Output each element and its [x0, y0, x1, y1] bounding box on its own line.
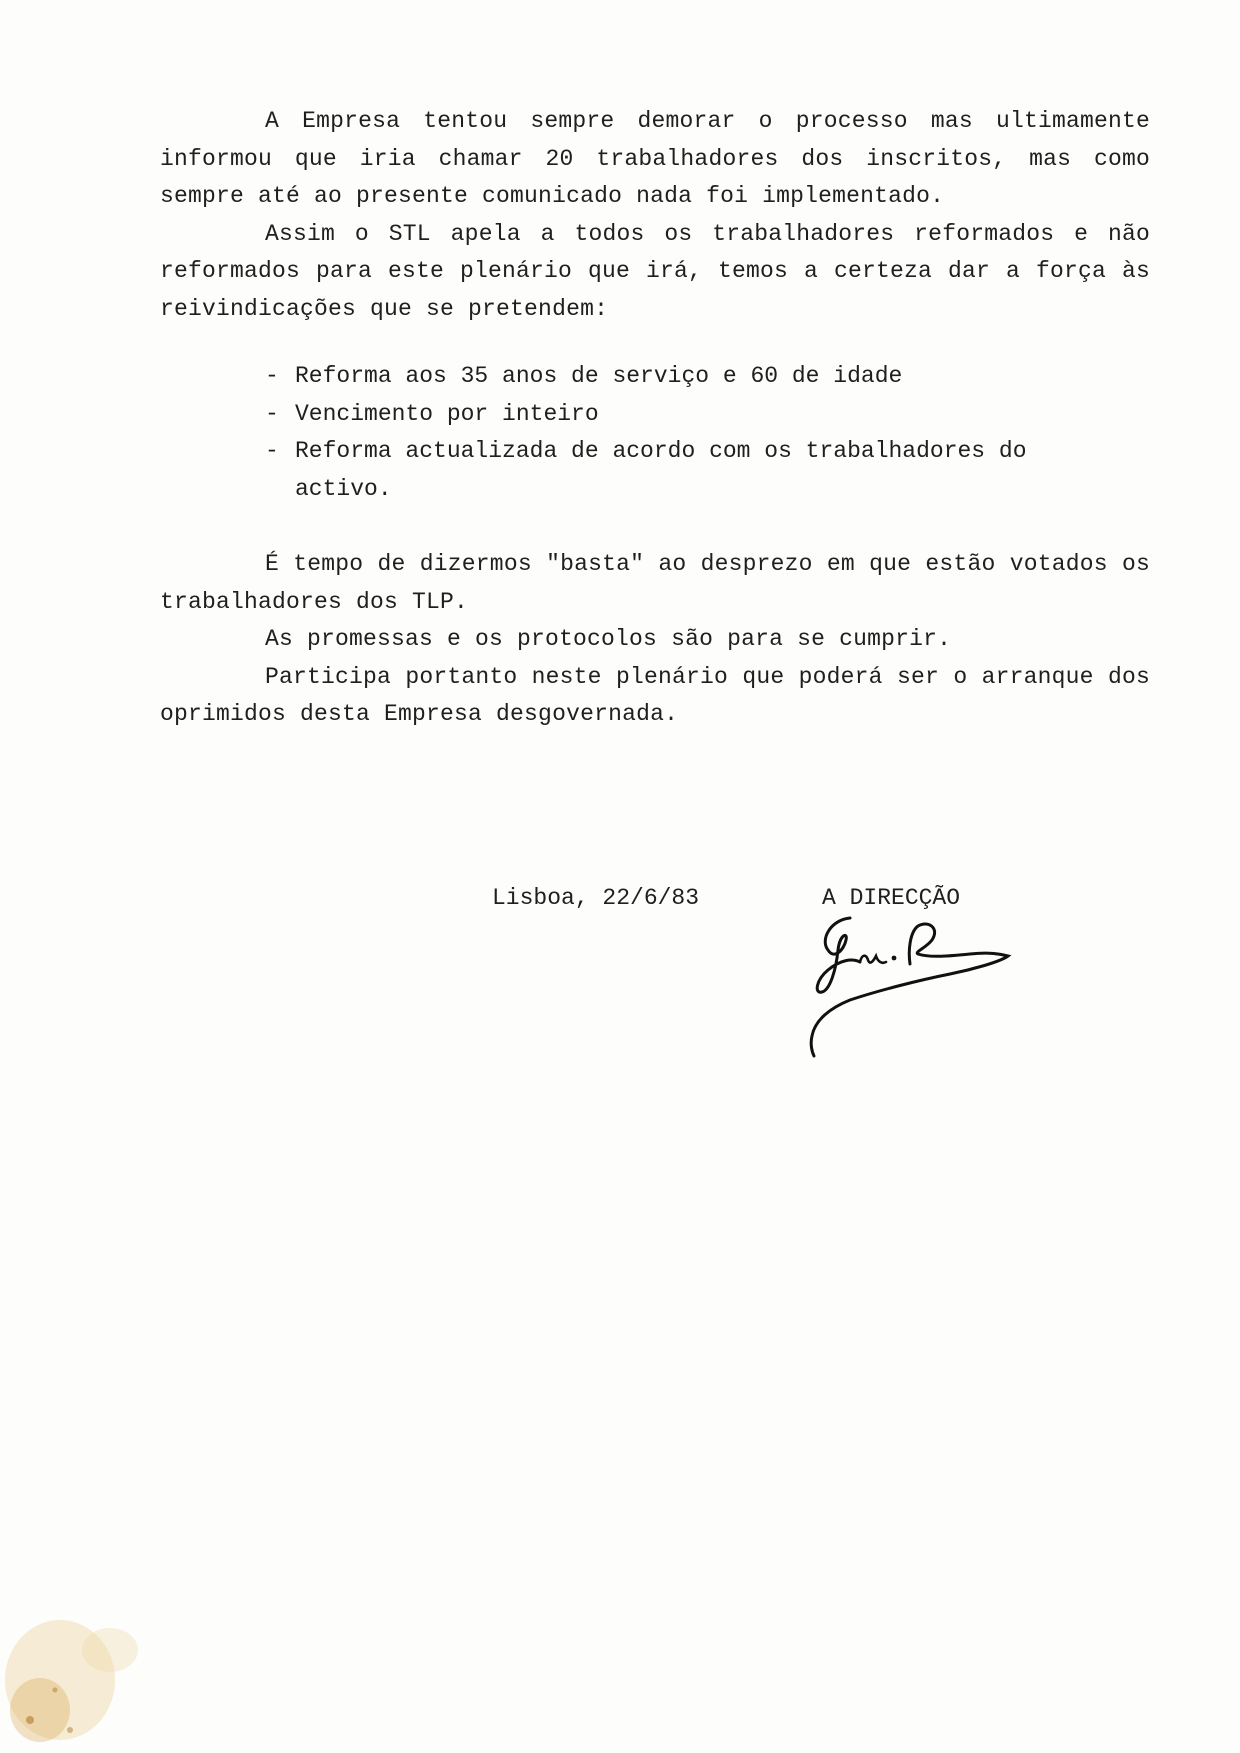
handwritten-signature	[800, 910, 1030, 1060]
list-item	[265, 358, 1125, 396]
demand-text: Reforma aos 35 anos de serviço e 60 de idade	[295, 363, 903, 389]
demand-text: Reforma actualizada de acordo com os trabalhadores do activo.	[295, 438, 1027, 502]
demand-text: Vencimento por inteiro	[295, 400, 599, 427]
list-item	[265, 433, 1125, 508]
signatory-label: A DIRECÇÃO	[822, 885, 961, 911]
closing-section	[160, 546, 1150, 734]
intro-section	[160, 103, 1150, 328]
paragraph-company-delay: A Empresa tentou sempre demorar o processo mas ultimamente informou que iria chamar 20 trabalhadores dos inscritos, mas como sempre até ao presente comunicado nada foi implementado.	[160, 108, 1150, 209]
paragraph-stl-appeal: Assim o STL apela a todos os trabalhadores reformados e não reformados para este plenário que irá, temos a certeza dar a força às reivindicações que se pretendem:	[160, 220, 1150, 322]
bullet-dash: -	[265, 400, 279, 427]
bullet-dash: -	[265, 438, 279, 464]
paragraph-basta: É tempo de dizermos "basta" ao desprezo em que estão votados os trabalhadores dos TLP.	[160, 551, 1150, 615]
place-date: Lisboa, 22/6/83	[492, 885, 700, 911]
paper-stain	[0, 1560, 200, 1753]
paragraph-participate: Participa portanto neste plenário que poderá ser o arranque dos oprimidos desta Empresa desgovernada.	[160, 663, 1150, 727]
bullet-dash: -	[265, 363, 279, 389]
demands-list	[265, 358, 1125, 508]
list-item	[265, 396, 1125, 434]
paragraph-promises: As promessas e os protocolos são para se cumprir.	[265, 626, 952, 652]
